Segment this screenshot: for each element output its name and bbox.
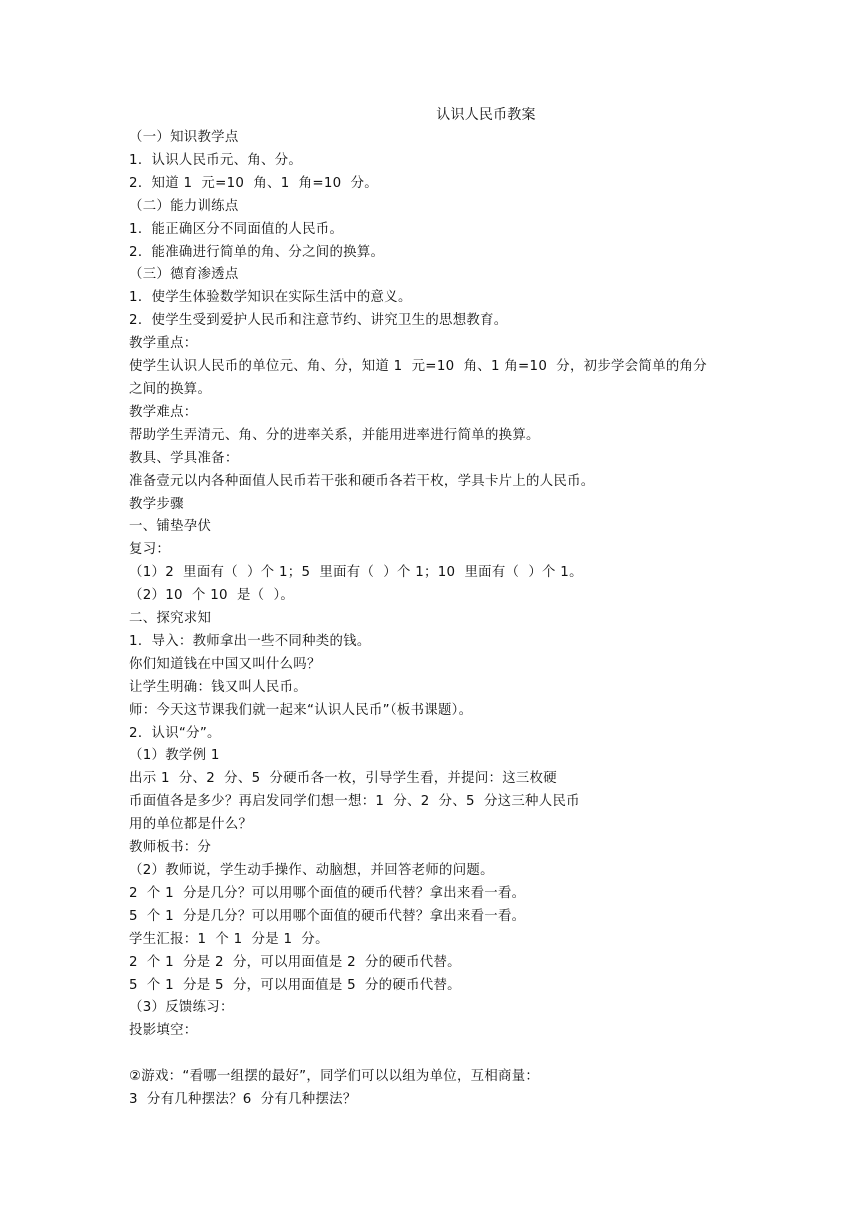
section-heading: 一、铺垫孕伏 <box>129 519 212 535</box>
text-line: （1）2 里面有（ ）个 1；5 里面有（ ）个 1；10 里面有（ ）个 1。 <box>129 565 583 581</box>
text-line: （2）教师说，学生动手操作、动脑想，并回答老师的问题。 <box>129 863 494 878</box>
text-line: 2．使学生受到爱护人民币和注意节约、讲究卫生的思想教育。 <box>129 313 508 329</box>
text-line: 教师板书：分 <box>129 840 212 856</box>
text-line: 1．能正确区分不同面值的人民币。 <box>129 221 344 237</box>
text-line: 2 个 1 分是 2 分，可以用面值是 2 分的硬币代替。 <box>129 954 461 970</box>
text-line: （2）10 个 10 是（ ）。 <box>129 588 295 604</box>
text-line: 师：今天这节课我们就一起来“认识人民币”（板书课题）。 <box>129 702 473 718</box>
section-label: 教学重点： <box>129 336 198 352</box>
document-body <box>129 127 739 1112</box>
text-line: 投影填空： <box>129 1023 198 1039</box>
text-line: 帮助学生弄清元、角、分的进率关系，并能用进率进行简单的换算。 <box>129 427 540 443</box>
text-line: 用的单位都是什么？ <box>129 817 253 833</box>
text-line: 2 个 1 分是几分？可以用哪个面值的硬币代替？拿出来看一看。 <box>129 885 526 901</box>
text-line: 2．能准确进行简单的角、分之间的换算。 <box>129 244 385 260</box>
text-line: 出示 1 分、2 分、5 分硬币各一枚，引导学生看，并提问：这三枚硬 <box>129 771 557 787</box>
text-line: 1．使学生体验数学知识在实际生活中的意义。 <box>129 290 412 306</box>
text-line: 之间的换算。 <box>129 381 212 397</box>
section-label: 复习： <box>129 542 171 558</box>
section-label: 教学步骤 <box>129 496 184 512</box>
section-heading: （二）能力训练点 <box>129 198 239 214</box>
text-line: 2．知道 1 元=10 角、1 角=10 分。 <box>129 175 378 191</box>
text-line: 2．认识“分”。 <box>129 725 221 741</box>
document-title: 认识人民币教案 <box>436 107 536 123</box>
text-line: 1．认识人民币元、角、分。 <box>129 152 303 168</box>
text-line: 5 个 1 分是几分？可以用哪个面值的硬币代替？拿出来看一看。 <box>129 908 526 924</box>
blank-line <box>129 1043 739 1066</box>
text-line: 5 个 1 分是 5 分，可以用面值是 5 分的硬币代替。 <box>129 977 461 993</box>
section-heading: （一）知识教学点 <box>129 130 239 145</box>
text-line: 学生汇报：1 个 1 分是 1 分。 <box>129 931 329 947</box>
text-line: 使学生认识人民币的单位元、角、分，知道 1 元=10 角、1 角=10 分，初步学会简单的角分 <box>129 359 707 375</box>
text-line: （3）反馈练习： <box>129 1000 234 1016</box>
text-line: 币面值各是多少？再启发同学们想一想：1 分、2 分、5 分这三种人民币 <box>129 794 580 810</box>
text-line: 准备壹元以内各种面值人民币若干张和硬币各若干枚，学具卡片上的人民币。 <box>129 473 595 489</box>
text-line: 3 分有几种摆法？6 分有几种摆法？ <box>129 1092 357 1108</box>
text-line: （1）教学例 1 <box>129 748 220 764</box>
text-line: ②游戏：“看哪一组摆的最好”，同学们可以以组为单位，互相商量： <box>129 1069 540 1085</box>
text-line: 1．导入：教师拿出一些不同种类的钱。 <box>129 633 371 649</box>
text-line: 你们知道钱在中国又叫什么吗？ <box>129 656 321 672</box>
section-heading: （三）德育渗透点 <box>129 267 239 283</box>
text-line: 让学生明确：钱又叫人民币。 <box>129 679 307 695</box>
section-heading: 二、探究求知 <box>129 611 212 627</box>
section-label: 教具、学具准备： <box>129 450 239 466</box>
section-label: 教学难点： <box>129 404 198 420</box>
